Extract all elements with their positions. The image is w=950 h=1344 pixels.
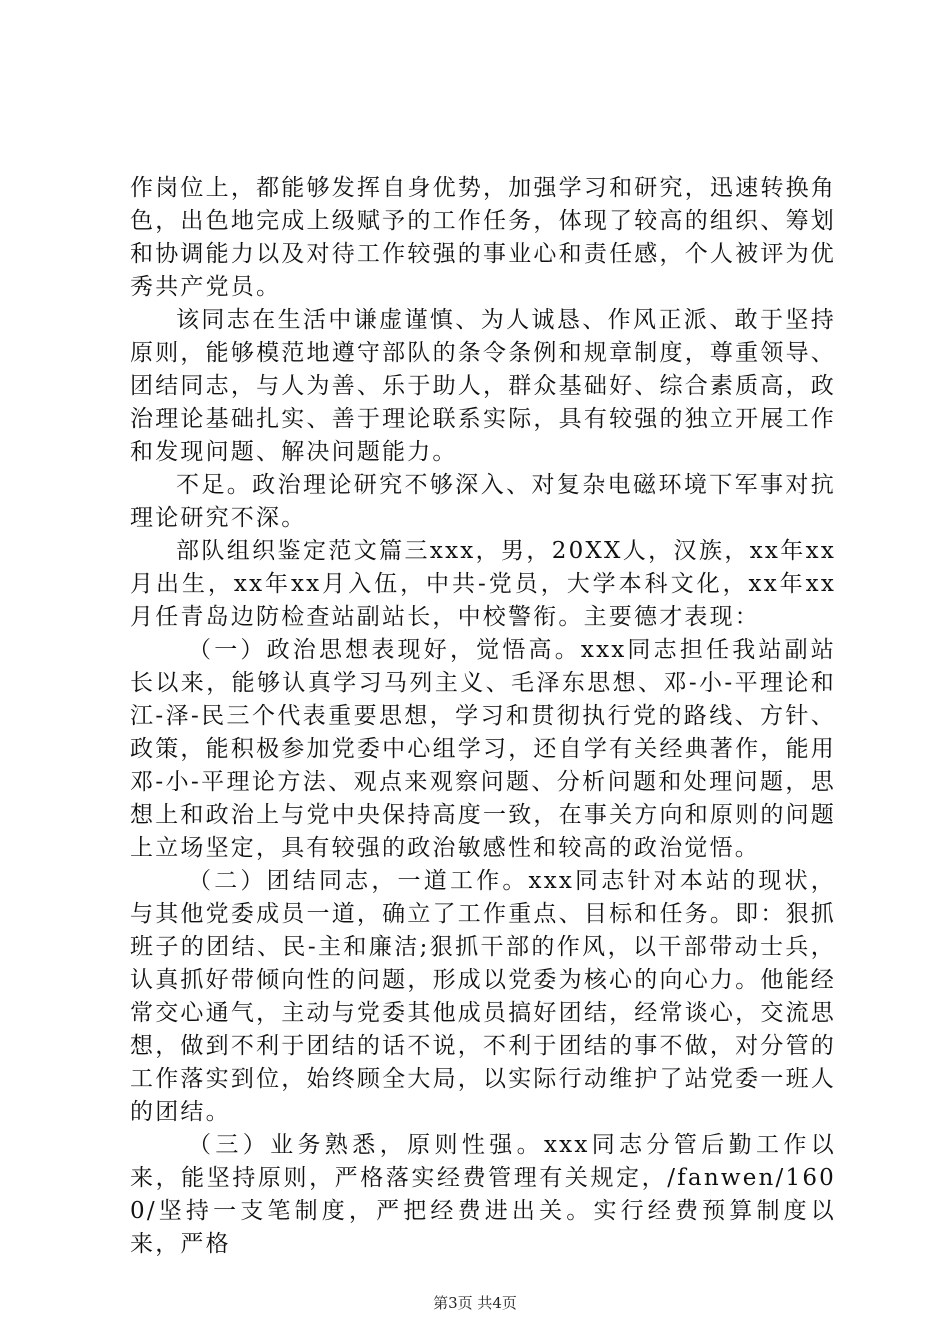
paragraph-3: 不足。政治理论研究不够深入、对复杂电磁环境下军事对抗理论研究不深。 — [130, 472, 836, 531]
paragraph-7: （三）业务熟悉，原则性强。xxx同志分管后勤工作以来，能坚持原则，严格落实经费管理有关规定，/fanwen/1600/坚持一支笔制度，严把经费进出关。实行经费预算制度以来，严格 — [130, 1132, 836, 1257]
paragraph-5: （一）政治思想表现好，觉悟高。xxx同志担任我站副站长以来，能够认真学习马列主义、毛泽东思想、邓-小-平理论和江-泽-民三个代表重要思想，学习和贯彻执行党的路线、方针、政策，能积极参加党委中心组学习，还自学有关经典著作，能用邓-小-平理论方法、观点来观察问题、分析问题和处理问题，思想上和政治上与党中央保持高度一致，在事关方向和原则的问题上立场坚定，具有较强的政治敏感性和较高的政治觉悟。 — [130, 637, 836, 861]
page-number-label: 第3页 共4页 — [433, 1294, 517, 1312]
document-body — [130, 172, 836, 1261]
paragraph-2: 该同志在生活中谦虚谨慎、为人诚恳、作风正派、敢于坚持原则，能够模范地遵守部队的条令条例和规章制度，尊重领导、团结同志，与人为善、乐于助人，群众基础好、综合素质高，政治理论基础扎实、善于理论联系实际，具有较强的独立开展工作和发现问题、解决问题能力。 — [130, 307, 836, 465]
paragraph-6: （二）团结同志，一道工作。xxx同志针对本站的现状，与其他党委成员一道，确立了工作重点、目标和任务。即：狠抓班子的团结、民-主和廉洁;狠抓干部的作风，以干部带动士兵，认真抓好带倾向性的问题，形成以党委为核心的向心力。他能经常交心通气，主动与党委其他成员搞好团结，经常谈心，交流思想，做到不利于团结的话不说，不利于团结的事不做，对分管的工作落实到位，始终顾全大局，以实际行动维护了站党委一班人的团结。 — [130, 868, 836, 1125]
paragraph-1: 作岗位上，都能够发挥自身优势，加强学习和研究，迅速转换角色，出色地完成上级赋予的工作任务，体现了较高的组织、筹划和协调能力以及对待工作较强的事业心和责任感，个人被评为优秀共产党员。 — [130, 175, 836, 300]
page-footer — [0, 1292, 950, 1313]
paragraph-4: 部队组织鉴定范文篇三xxx，男，20XX人，汉族，xx年xx月出生，xx年xx月入伍，中共-党员，大学本科文化，xx年xx月任青岛边防检查站副站长，中校警衔。主要德才表现： — [130, 538, 836, 630]
